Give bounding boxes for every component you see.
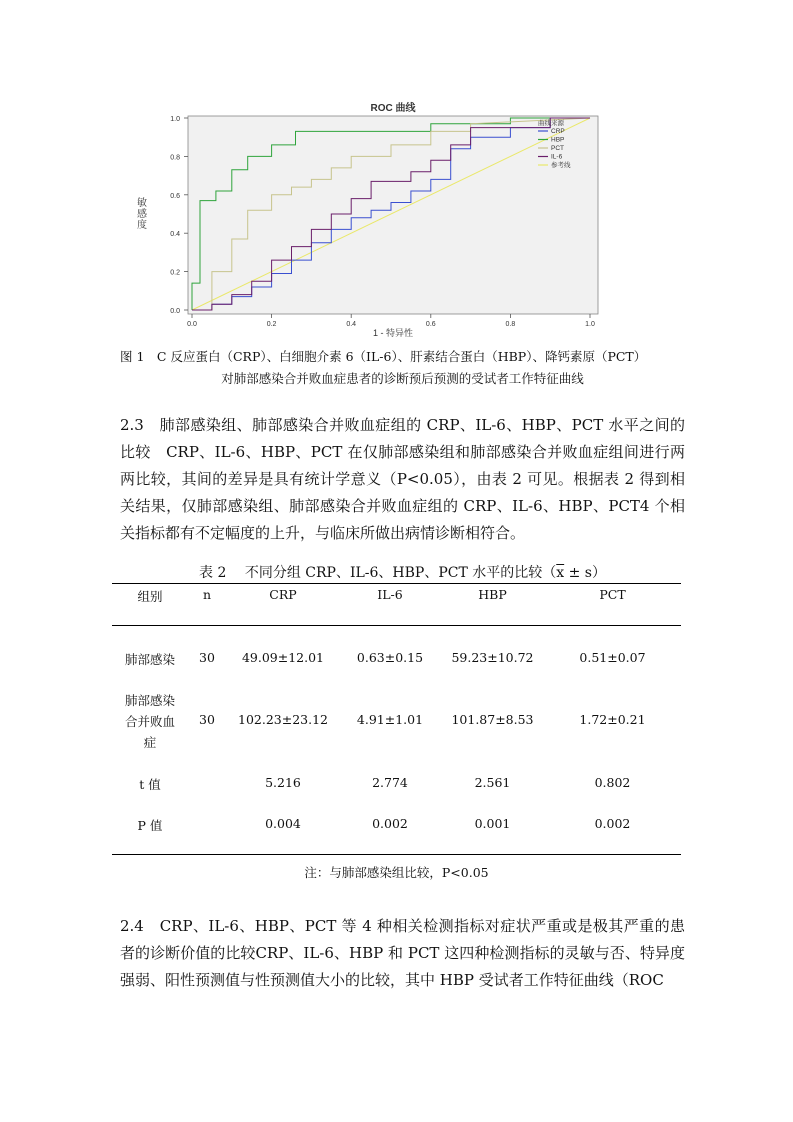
- table-row-4-pct: 0.002: [594, 816, 631, 831]
- legend-label: PCT: [551, 145, 564, 152]
- table-row-2-group: [115, 690, 185, 753]
- header-crp: CRP: [269, 587, 297, 602]
- table-row-2-hbp: 101.87±8.53: [451, 712, 534, 727]
- section-2-3-body: CRP、IL-6、HBP、PCT 在仅肺部感染组和肺部感染合并败血症组间进行两两比较，其间的差异是具有统计学意义（P<0.05），由表 2 可见。根据表 2 得到相关结果，仅肺部感染组、肺部感染合并败血症组的 CRP、IL-6、HBP、PCT4 个相关指标都有不定幅度的上升，与临床所做出病情诊断相符合。: [120, 443, 685, 542]
- x-tick-label: 0.2: [266, 321, 277, 328]
- x-tick-label: 1.0: [585, 321, 595, 328]
- table-row-2-n: 30: [199, 712, 215, 727]
- legend-label: 参考线: [551, 162, 571, 169]
- table-note: 注：与肺部感染组比较，P<0.05: [304, 865, 489, 880]
- table-row-2-il6: 4.91±1.01: [356, 712, 424, 727]
- figure-caption-line2: 对肺部感染合并败血症患者的诊断预后预测的受试者工作特征曲线: [221, 371, 584, 386]
- table-row-2-crp: 102.23±23.12: [238, 712, 328, 727]
- table-bottom-rule: [112, 854, 681, 855]
- legend-title: 曲线来源: [538, 120, 564, 127]
- section-2-4-heading: 2.4 CRP、IL-6、HBP、PCT 等 4 种相关检测指标对症状严重或是极其严重的患者的诊断价值的比较: [120, 917, 685, 962]
- table-row-1-group: 肺部感染: [124, 652, 175, 667]
- table-header-rule: [112, 625, 681, 626]
- table-row-4-il6: 0.002: [372, 816, 408, 831]
- y-axis-label-char: 度: [137, 220, 147, 231]
- y-tick-label: 0.6: [170, 192, 180, 200]
- table-row-2-group-line2: 合并败血: [124, 714, 175, 729]
- table-row-2-group-line1: 肺部感染: [124, 693, 175, 708]
- table-top-rule: [112, 583, 681, 584]
- table-row-1-n: 30: [199, 650, 215, 665]
- table-row-3-crp: 5.216: [265, 775, 301, 790]
- section-2-3-heading: 2.3 肺部感染组、肺部感染合并败血症组的 CRP、IL-6、HBP、PCT 水平之间的比较: [120, 416, 685, 461]
- table-row-3-il6: 2.774: [372, 775, 408, 790]
- table-row-2-group-line3: 症: [143, 735, 157, 750]
- table-title-tail: ± s）: [564, 565, 606, 581]
- section-2-4-body: CRP、IL-6、HBP 和 PCT 这四种检测指标的灵敏与否、特异度强弱、阳性预测值与性预测值大小的比较，其中 HBP 受试者工作特征曲线（ROC: [120, 944, 685, 989]
- section-2-3: [120, 412, 685, 547]
- header-il6: IL-6: [377, 587, 403, 602]
- section-2-4: [120, 913, 685, 994]
- y-tick-label: 0.0: [170, 308, 180, 315]
- header-hbp: HBP: [478, 587, 507, 602]
- x-tick-label: 0.6: [425, 321, 436, 328]
- x-tick-label: 0.4: [346, 321, 357, 328]
- y-axis-label-char: 感: [137, 209, 147, 220]
- x-axis-label: 1 - 特异性: [372, 328, 414, 338]
- header-group: 组别: [137, 589, 163, 604]
- table-row-1-crp: 49.09±12.01: [241, 650, 325, 665]
- table-row-1-hbp: 59.23±10.72: [451, 650, 534, 665]
- x-tick-label: 0.8: [505, 321, 516, 328]
- chart-title: ROC 曲线: [370, 103, 416, 114]
- x-tick-label: 0.0: [187, 321, 197, 328]
- roc-figure: [120, 98, 605, 341]
- y-tick-label: 1.0: [170, 116, 180, 123]
- y-tick-label: 0.8: [170, 154, 180, 162]
- table-title-mean-symbol: $\overline{x}$: [556, 565, 565, 581]
- table-row-3-pct: 0.802: [594, 775, 631, 790]
- legend-label: CRP: [551, 128, 565, 135]
- table-row-3-group: t 值: [139, 777, 161, 792]
- table-row-3-hbp: 2.561: [474, 775, 511, 790]
- table-title: [120, 562, 685, 582]
- table-title-text: 表 2 不同分组 CRP、IL-6、HBP、PCT 水平的比较（: [199, 565, 557, 581]
- y-tick-label: 0.4: [170, 231, 180, 239]
- roc-chart: [120, 98, 605, 341]
- figure-caption-line1: 图 1 C 反应蛋白（CRP）、白细胞介素 6（IL-6）、肝素结合蛋白（HBP）、降钙素原（PCT）: [120, 349, 647, 364]
- y-axis-label: [137, 197, 147, 231]
- table-row-1-pct: 0.51±0.07: [579, 650, 646, 665]
- table-row-4-crp: 0.004: [265, 816, 301, 831]
- legend-label: IL-6: [551, 153, 563, 161]
- plot-area: [188, 116, 598, 314]
- header-pct: PCT: [599, 587, 626, 602]
- header-n: n: [202, 587, 212, 602]
- table-row-4-group: P 值: [137, 818, 163, 833]
- y-axis-label-char: 敏: [137, 198, 147, 209]
- table-row-1-il6: 0.63±0.15: [356, 650, 424, 665]
- y-tick-label: 0.2: [170, 269, 180, 277]
- table-row-4-hbp: 0.001: [474, 816, 511, 831]
- table-row-2-pct: 1.72±0.21: [579, 712, 646, 727]
- legend-label: HBP: [551, 136, 565, 144]
